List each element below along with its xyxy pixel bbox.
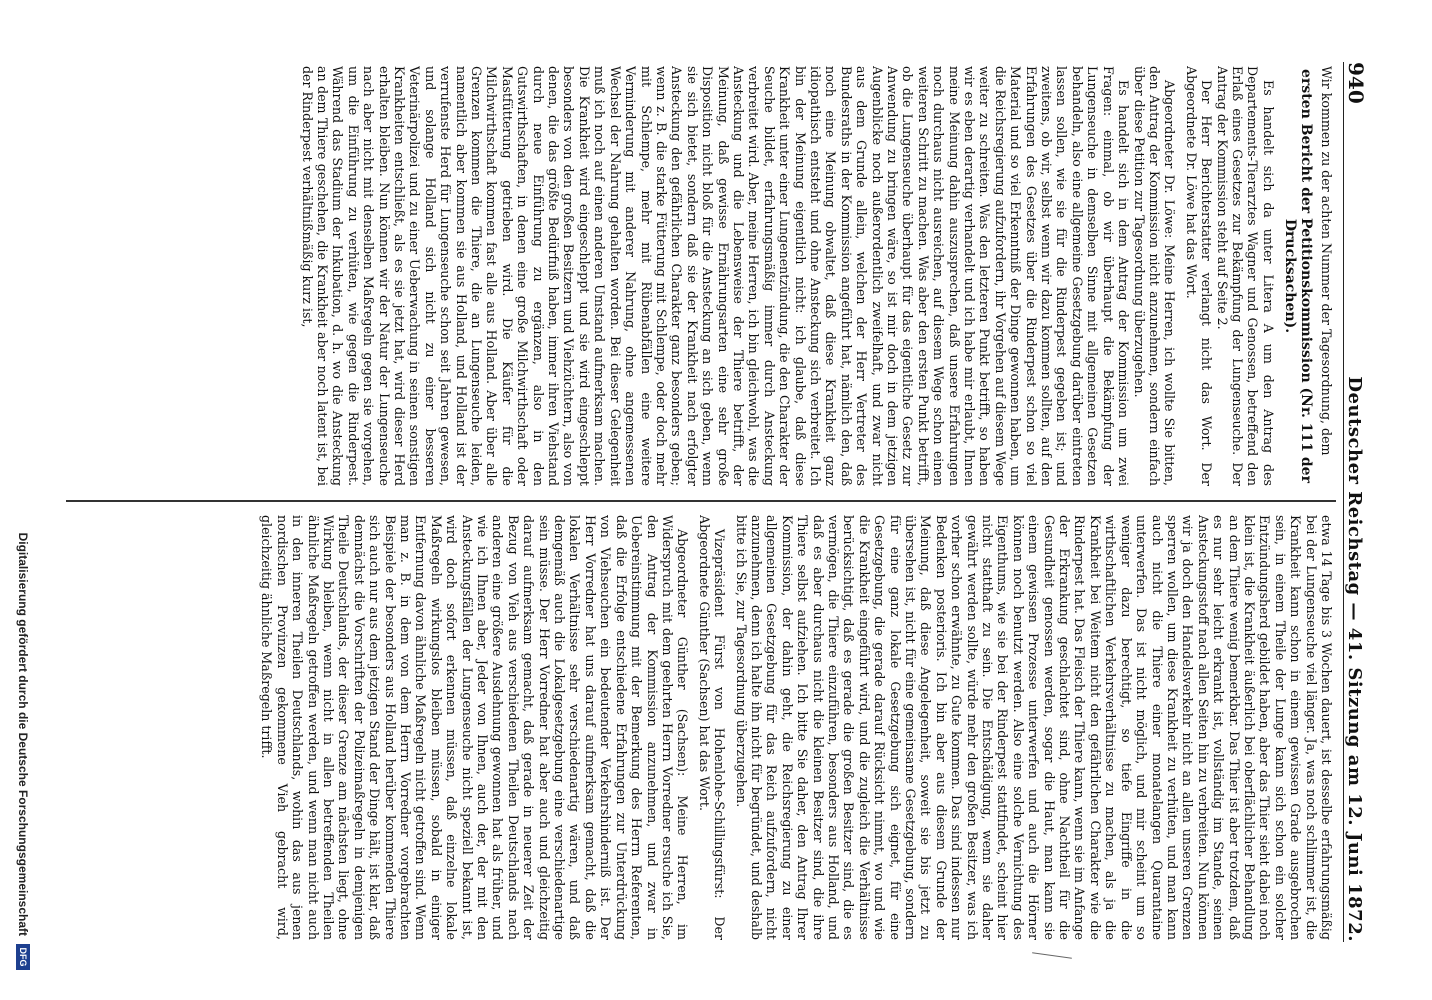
margin-mark <box>1032 952 1072 959</box>
running-title: Deutscher Reichstag — 41. Sitzung am 12. Juni 1872. <box>1344 376 1365 942</box>
paragraph: Der Herr Berichterstatter verlangt nicht das Wort. Der Abgeordnete Dr. Löwe hat das Wort. <box>1183 66 1215 486</box>
paragraph: Wir kommen zu der achten Nummer der Tagesordnung, dem <box>1319 66 1334 456</box>
dfg-logo-icon: DFG <box>16 944 30 970</box>
speech-paragraph: Abgeordneter Günther (Sachsen): Meine Herren, im Widerspruch mit dem geehrten Herrn Vorredner ersuche ich Sie, den Antrag der Kommission anzunehmen, und zwar in Uebereinstimmung mit der Bemerkung des Herrn Referenten, daß die Erfolge entschiedene Erfahrungen zur Unterdrückung von Viehseuchen ein bedeutender Verkehrshinderniß ist. Der Herr Vorredner hat uns darauf aufmerksam gemacht, daß die lokalen Verhältnisse sehr verschiedenartig wären, und daß demgemäß auch die Lokalgesetzgebung eine verschiedenartige sein müsse. Der Herr Vorredner hat aber auch und gleichzeitig darauf aufmerksam gemacht, daß gerade in neuerer Zeit der Bezug von Vieh aus verschiedenen Theilen Deutschlands nach anderen eine größere Ausdehnung gewonnen hat als früher, und wie ich Ihnen aber, Jeder von Ihnen, auch der, der mit den Ansteckungsfällen der Lungenseuche nicht speziell bekannt ist, wird doch sofort erkennen müssen, daß einzelne lokale Maßregeln wirkungslos bleiben müssen, sobald in einiger Entfernung davon ähnliche Maßregeln nicht getroffen sind. Wenn man z. B. in dem von dem Herrn Vorredner vorgebrachten Beispiele der besonders aus Holland herüber kommenden Thiere sich auch nur aus dem jetzigen Stand der Dinge hält, ist klar, daß demnächst die Vorschriften der Polizeimaßregeln in demjenigen Theile Deutschlands, der dieser Grenze am nächsten liegt, ohne Wirkung bleiben, wenn nicht in allen betreffenden Theilen ähnliche Maßregeln getroffen werden, und wenn man nicht auch in den inneren Theilen Deutschlands, wohin das aus jenen nordischen Provinzen gekommene Vieh gebracht wird, gleichzeitig ähnliche Maßregeln trifft. <box>259 515 691 940</box>
column-divider <box>66 500 1336 502</box>
left-column <box>64 66 1334 486</box>
speech-paragraph: Es handelt sich in dem Antrag der Kommission um zwei Fragen: einmal, ob wir überhaupt die Bekämpfung der Lungenseuche in demselben Sinne mit allgemeinen Gesetzen behandeln, also eine allgemeine Gesetzgebung darüber eintreten lassen sollen, wie sie für die Rinderpest gegeben ist; und zweitens, ob wir, selbst wenn wir dazu kommen sollten, auf den Erfahrungen des Gesetzes über die Rinderpest schon so viel Material und so viel Erkenntniß der Dinge gewonnen haben, um die Reichsregierung aufzufordern, ihr Vorgehen auf diesem Wege weiter zu schreiten. Was den letzteren Punkt betrifft, so haben wir es eben derartig verhandelt und ich habe mir erlaubt, Ihnen meine Meinung dahin auszusprechen, daß unsere Erfahrungen noch durchaus nicht ausreichen, auf diesem Wege schon einen weiteren Schritt zu machen. Was aber den ersten Punkt betrifft, ob die Lungenseuche überhaupt für das eigentliche Gesetz zur Anwendung zu bringen wäre, so ist mir doch in dem jetzigen Augenblicke noch außerordentlich zweifelhaft, und zwar nicht aus dem Grunde allein, welchen der Herr Vertreter des Bundesraths in der Kommission angeführt hat, nämlich den, daß noch eine Meinung obwaltet, daß diese Krankheit ganz idiopathisch entsteht und ohne Ansteckung sich verbreitet. Ich bin der Meinung eigentlich nicht: ich glaube, daß diese Krankheit unter einer Lungenentzündung, die den Charakter der Seuche bildet, erfahrungsmäßig immer durch Ansteckung verbreitet wird. Aber, meine Herren, ich bin gleichwohl, was die Ansteckung und die Lebensweise der Thiere betrifft, der Meinung, daß gewisse Ernährungsarten eine sehr große Disposition nicht bloß für die Ansteckung an sich geben, wenn sie sich bietet, sondern daß sie der Krankheit nach erfolgter Ansteckung den gefährlichen Charakter ganz besonders geben; wenn z. B. die starke Fütterung mit Schlempe, oder doch mehr mit Schlempe, mehr mit Rübenabfällen eine weitere Verminderung mit anderer Nahrung, ohne angemessenen Wechsel der Nahrung gehalten worden. Bei dieser Gelegenheit muß ich noch auf einen anderen Umstand aufmerksam machen. Die Krankheit wird eingeschleppt und sie wird eingeschleppt besonders von den großen Besitzern und Viehzüchtern, also von denen, die das größte Bedürfniß haben, immer ihren Viehstand durch neue Einführung zu ergänzen, also in den Gutswirthschaften, in denen eine große Milchwirthschaft oder Mastfütterung getrieben wird. Die Käufer für die Milchwirthschaft kommen fast alle aus Holland. Aber über alle Grenzen kommen die Thiere, die an Lungenseuche leiden, namentlich aber kommen sie aus Holland, und Holland ist der verrufenste Herd für Lungenseuche schon seit Jahren gewesen, und solange Holland sich nicht zu einer besseren Veterinärpolizei und zu einer Ueberwachung in seinen sonstigen Krankheiten entschließt, als es sie jetzt hat, wird dieser Herd erhalten bleiben. Nun können wir der Natur der Lungenseuche nach aber nicht mit denselben Maßregeln gegen sie vorgehen, um die Einführung zu verhüten, wie gegen die Rinderpest. Während das Stadium der Inkubation, d. h. wo die Ansteckung an dem Thiere geschehen, die Krankheit aber noch latent ist, bei der Rinderpest verhältnißmäßig kurz ist, <box>299 66 1132 486</box>
digitization-credit: Digitalisierung gefördert durch die Deutsche Forschungsgemeinschaft <box>16 532 30 936</box>
digitization-footer <box>10 30 36 970</box>
page-header <box>1343 62 1372 942</box>
page-number: 940 <box>1344 62 1368 104</box>
speech-paragraph: Abgeordneter Dr. Löwe: Meine Herren, ich wollte Sie bitten, den Antrag der Kommission nicht anzunehmen, sondern einfach über diese Petition zur Tagesordnung überzugehen. <box>1131 66 1178 486</box>
paragraph: Es handelt sich da unter Litera A um den Antrag des Departements-Tierarztes Wagner und Genossen, betreffend den Erlaß eines Gesetzes zur Bekämpfung der Lungenseuche. Der Antrag der Kommission steht auf Seite 2. <box>1214 66 1276 486</box>
speaker-announcement: Vizepräsident Fürst von Hohenlohe-Schillingsfürst: Der Abgeordnete Günther (Sachsen) hat das Wort. <box>696 515 728 940</box>
section-heading: ersten Bericht der Petitionskommission (Nr. 111 der Drucksachen). <box>1282 69 1314 483</box>
right-column <box>64 515 1334 940</box>
paragraph: etwa 14 Tage bis 3 Wochen dauert, ist desselbe erfahrungsmäßig bei der Lungenseuche viel länger. Ja, was noch schlimmer ist, die Krankheit kann schon in einem gewissen Grade ausgebrochen sein, in einem Theile der Lunge kann sich schon ein solcher Entzündungsherd gebildet haben, aber das Thier sieht dabei noch klein ist, die Krankheit äußerlich bei oberflächlicher Behandlung an dem Thiere wenig bemerkbar. Das Thier ist aber trotzdem, daß es nur sehr leicht erkrankt ist, vollständig im Stande, seinen Ansteckungsstoff nach allen Seiten hin zu verbreiten. Nun können wir ja doch den Handelsverkehr nicht an allen unseren Grenzen sperren wollen, um diese Krankheit zu verhüten, und man kann auch nicht die Thiere einer monatelangen Quarantaine unterwerfen. Das ist nicht möglich, und mir scheint um so weniger dazu berechtigt, so tiefe Eingriffe in die wirthschaftlichen Verkehrsverhältnisse zu machen, als ja die Krankheit bei Weitem nicht den gefährlichen Charakter wie die Rinderpest hat. Das Fleisch der Thiere kann, wenn sie im Anfange der Erkrankung geschlachtet sind, ohne Nachtheil für die Gesundheit genossen werden, sogar die Haut, man kann sie einem gewissen Prozesse unterwerfen und auch die Hörner können noch benutzt werden. Also eine solche Vernichtung des Eigenthums, wie sie bei der Rinderpest stattfindet, scheint hier nicht statthaft zu sein. Die Entschädigung, wenn sie daher gewährt werden sollte, würde mehr den großen Besitzer, was ich vorher schon erwähnte, zu Gute kommen. Das sind indessen nur Bedenken posterioris. Ich bin aber aus diesem Grunde der Meinung, daß diese Angelegenheit, soweit sie bis jetzt zu übersehen ist, nicht für eine gemeinsame Gesetzgebung, sondern für eine ganz lokale Gesetzgebung sich eignet, für eine Gesetzgebung, die gerade darauf Rücksicht nimmt, wo und wie die Krankheit eingeführt wird, und die zugleich die Verhältnisse berücksichtigt, daß es gerade die großen Besitzer sind, die es vermögen, die Thiere einzuführen, besonders aus Holland, und daß es aber durchaus nicht die kleinen Besitzer sind, die ihre Thiere selbst aufziehen. Ich bitte Sie daher, den Antrag Ihrer Kommission, der dahin geht, die Reichsregierung zu einer allgemeinen Gesetzgebung für das Reich aufzufordern, nicht anzunehmen, denn ich halte ihn nicht für begründet, und deshalb bitte ich Sie, zur Tagesordnung überzugehen. <box>733 515 1334 940</box>
